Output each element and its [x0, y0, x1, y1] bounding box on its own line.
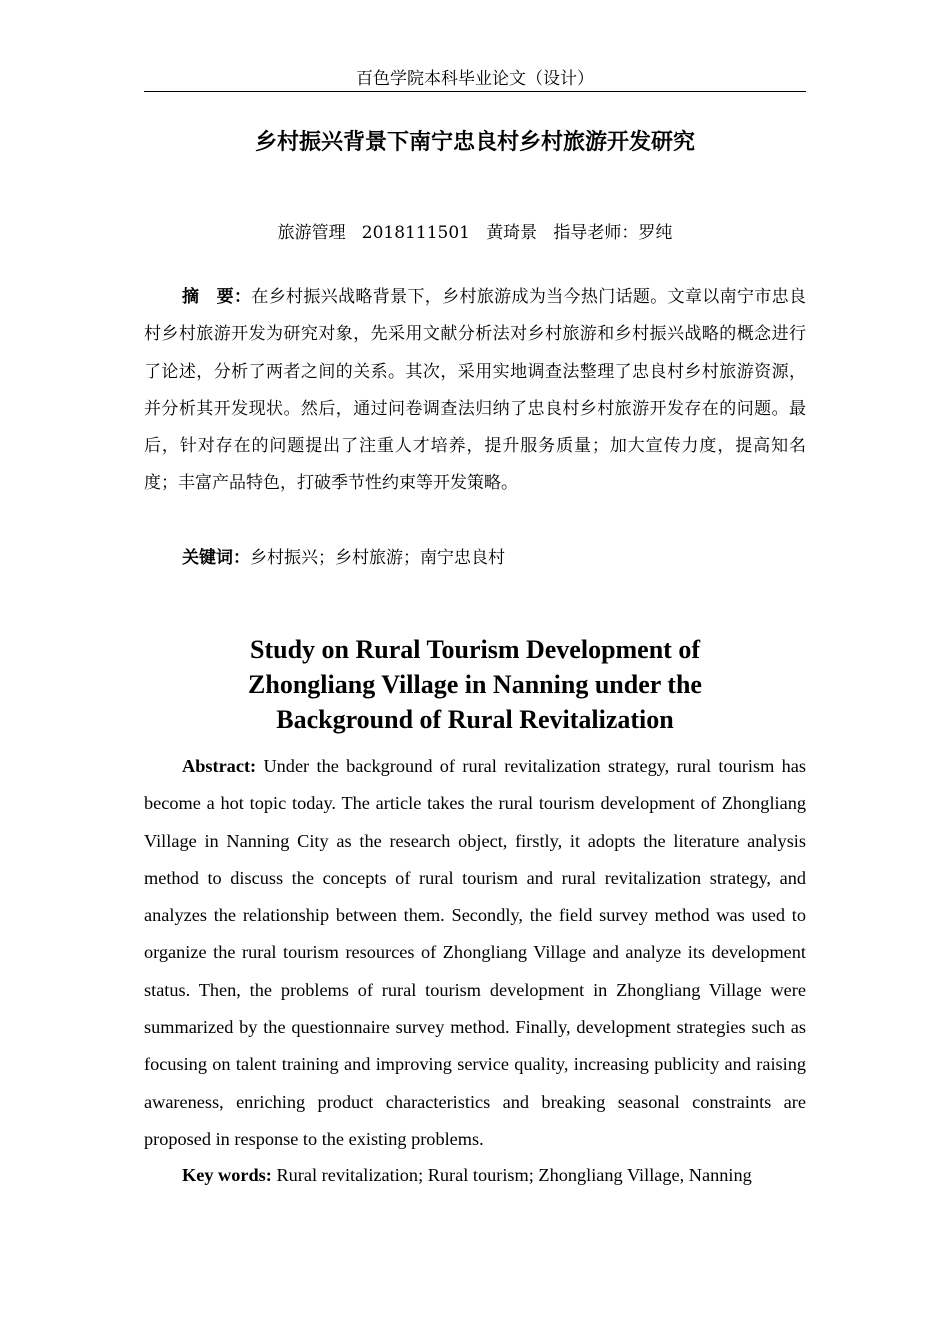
chinese-abstract-label: 摘 要： [182, 287, 252, 307]
chinese-keywords-text: 乡村振兴；乡村旅游；南宁忠良村 [250, 548, 505, 568]
english-keywords-label: Key words: [182, 1165, 272, 1185]
chinese-keywords-label: 关键词： [182, 548, 250, 568]
author-major: 旅游管理 [277, 223, 346, 243]
english-abstract [144, 748, 806, 1158]
author-line [144, 219, 806, 247]
chinese-abstract-text: 在乡村振兴战略背景下，乡村旅游成为当今热门话题。文章以南宁市忠良村乡村旅游开发为研究对象，先采用文献分析法对乡村旅游和乡村振兴战略的概念进行了论述，分析了两者之间的关系。其次，采用实地调查法整理了忠良村乡村旅游资源，并分析其开发现状。然后，通过问卷调查法归纳了忠良村乡村旅游开发存在的问题。最后，针对存在的问题提出了注重人才培养，提升服务质量；加大宣传力度，提高知名度；丰富产品特色，打破季节性约束等开发策略。 [144, 287, 807, 494]
chinese-title: 乡村振兴背景下南宁忠良村乡村旅游开发研究 [254, 130, 695, 155]
running-header: 百色学院本科毕业论文（设计） [356, 69, 594, 89]
author-name: 黄琦景 [486, 223, 538, 243]
english-abstract-label: Abstract: [182, 756, 257, 776]
author-advisor: 指导老师：罗纯 [553, 223, 673, 243]
english-abstract-text: Under the background of rural revitalization strategy, rural tourism has become a hot topic today. The article takes the rural tourism development of Zhongliang Village in Nanning City as the research object, firstly, it adopts the literature analysis method to discuss the concepts of rural tourism and rural revitalization strategy, and analyzes the relationship between them. Secondly, the field survey method was used to organize the rural tourism resources of Zhongliang Village and analyze its development status. Then, the problems of rural tourism development in Zhongliang Village were summarized by the questionnaire survey method. Finally, development strategies such as focusing on talent training and improving service quality, increasing publicity and raising awareness, enriching product characteristics and breaking seasonal constraints are proposed in response to the existing problems. [144, 756, 806, 1149]
english-title: Study on Rural Tourism Development of Zhongliang Village in Nanning under the Background of Rural Revitalization [248, 635, 702, 734]
english-keywords [144, 1157, 806, 1194]
english-keywords-text: Rural revitalization; Rural tourism; Zhongliang Village, Nanning [271, 1165, 752, 1185]
chinese-keywords [144, 540, 806, 577]
chinese-abstract [144, 279, 806, 503]
author-student-id: 2018111501 [361, 223, 470, 243]
header-rule [144, 91, 806, 92]
